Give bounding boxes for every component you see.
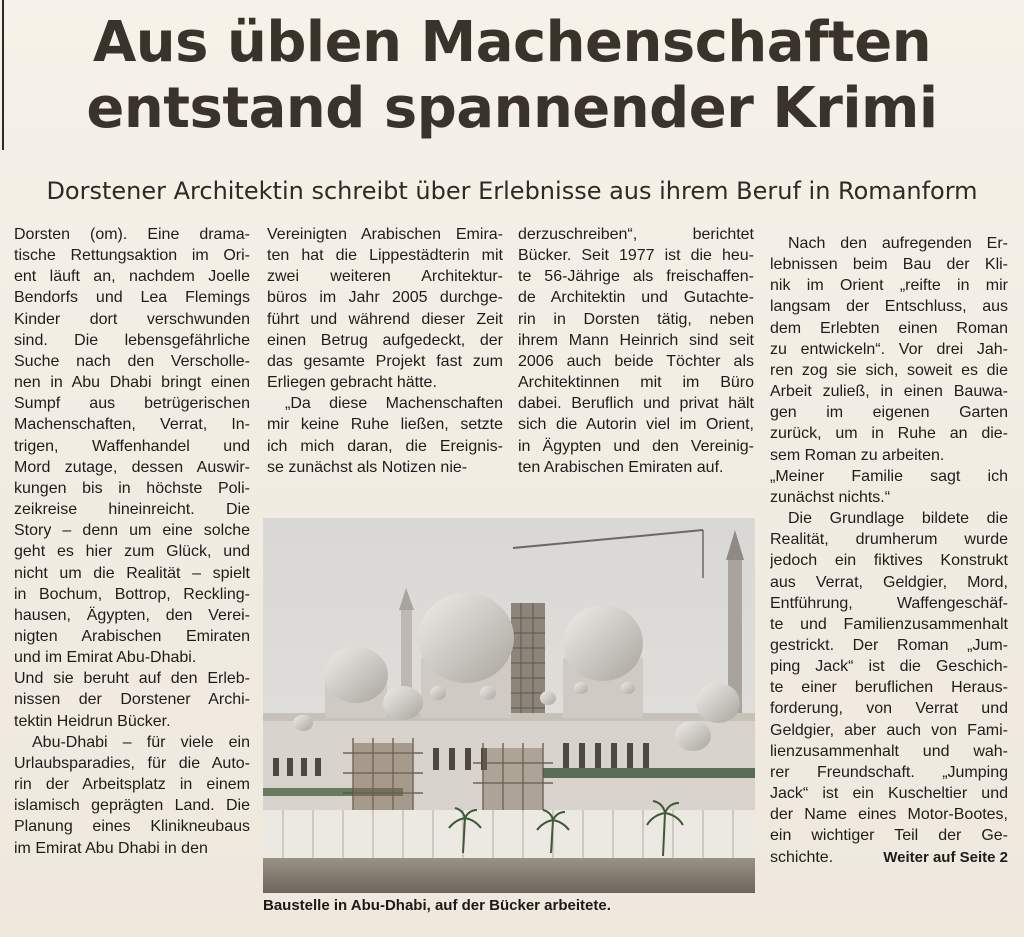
text-line: nissen der Dorstener Archi- — [14, 691, 250, 709]
text-line: kungen bis in höchste Poli- — [14, 479, 250, 497]
text-line: nicht um die Realität – spielt — [14, 564, 250, 582]
headline — [0, 10, 1024, 142]
text-line: tektin Heidrun Bücker. — [14, 712, 171, 730]
text-line: ent läuft an, nachdem Joelle — [14, 268, 250, 286]
text-line: Nach den aufregenden Er- — [788, 235, 1008, 252]
text-line: Arbeit zuließ, in einen Bauwa- — [770, 383, 1008, 401]
text-line: Urlaubsparadies, für die Auto- — [14, 754, 250, 772]
text-line: Geldgier, aber auch von Fami- — [770, 721, 1008, 739]
text-line: nik im Orient „reifte in mir — [770, 277, 1008, 295]
text-line: Vereinigten Arabischen Emira- — [267, 226, 503, 243]
text-line: zwei weiteren Architektur- — [267, 268, 503, 286]
text-line: einen Betrug aufgedeckt, der — [267, 331, 503, 349]
text-line: Kinder dort verschwunden — [14, 310, 250, 328]
text-line: te und Familienzusammenhalt — [770, 615, 1008, 633]
text-line: sich die Autorin viel im Orient, — [518, 416, 754, 434]
text-line: Jack“ ist ein Kuscheltier und — [770, 785, 1008, 803]
text-line: rer Freundschaft. „Jumping — [770, 763, 1008, 781]
text-line: Realität, drumherum wurde — [770, 531, 1008, 549]
text-line: hausen, Ägypten, den Verei- — [14, 606, 250, 624]
text-line: ping Jack“ ist die Geschich- — [770, 658, 1008, 676]
text-line: geht es hier zum Glück, und — [14, 543, 250, 561]
text-line: zurück, um in Ruhe an die- — [770, 425, 1008, 443]
text-line: büros im Jahr 2005 durchge- — [267, 289, 503, 307]
text-line: „Meiner Familie sagt ich — [770, 467, 1008, 485]
subheadline: Dorstener Architektin schreibt über Erlebnisse aus ihrem Beruf in Romanform — [46, 177, 978, 205]
text-line: forderung, von Verrat und — [770, 700, 1008, 718]
text-line: trigen, Waffenhandel und — [14, 437, 250, 455]
text-line: te 56-Jährige als freischaffen- — [518, 268, 754, 286]
text-line: und im Emirat Abu-Dhabi. — [14, 649, 197, 667]
text-line: nigten Arabischen Emiraten — [14, 627, 250, 645]
text-line: Machenschaften, Verrat, In- — [14, 416, 250, 434]
text-line: Bücker. Seit 1977 ist die heu- — [518, 247, 754, 265]
text-line: mir keine Ruhe ließen, setzte — [267, 416, 503, 434]
text-line: ten hat die Lippestädterin mit — [267, 247, 503, 265]
text-line: Architektinnen mit im Büro — [518, 374, 754, 392]
text-line: sind. Die lebensgefährliche — [14, 331, 250, 349]
article-column-3 — [518, 224, 754, 478]
article-column-1 — [14, 224, 250, 859]
text-line: Die Grundlage bildete die — [788, 510, 1008, 528]
text-line: dabei. Beruflich und privat hält — [518, 395, 754, 413]
text-line: gestrickt. Der Roman „Jum- — [770, 636, 1008, 654]
text-line: der Name eines Motor-Bootes, — [770, 806, 1008, 824]
text-line: gen im eigenen Garten — [770, 404, 1008, 422]
text-line: rin der Arbeitsplatz in einem — [14, 776, 250, 794]
text-line: ten Arabischen Emiraten auf. — [518, 458, 724, 476]
text-line: lienzusammenhalt und wah- — [770, 742, 1008, 760]
article-column-4 — [770, 233, 1008, 868]
text-line: Entführung, Waffengeschäf- — [770, 594, 1008, 612]
text-line: sem Roman zu arbeiten. — [770, 446, 945, 464]
text-line: das gesamte Projekt fast zum — [267, 352, 503, 370]
text-line: im Emirat Abu Dhabi in den — [14, 839, 208, 857]
text-line: ein wichtiger Teil der Ge- — [770, 827, 1008, 845]
text-line: Und sie beruht auf den Erleb- — [14, 670, 250, 688]
headline-line-2: entstand spannender Krimi — [86, 76, 938, 141]
text-line: Planung eines Klinikneubaus — [14, 818, 250, 836]
text-line: ren zog sie sich, soweit es die — [770, 361, 1008, 379]
text-line: in Bochum, Bottrop, Reckling- — [14, 585, 250, 603]
text-line: Bendorfs und Lea Flemings — [14, 289, 250, 307]
text-line: Sumpf aus betrügerischen — [14, 395, 250, 413]
text-line: „Da diese Machenschaften — [285, 395, 503, 413]
continuation-note: Weiter auf Seite 2 — [883, 848, 1008, 866]
text-line: schichte. Weiter auf Seite 2 — [770, 847, 1008, 868]
text-line: Dorsten (om). Eine drama- — [14, 226, 250, 243]
text-line: zeikreise hineinreicht. Die — [14, 501, 250, 519]
mosque-construction-photo — [263, 518, 755, 893]
text-line: Erliegen gebracht hätte. — [267, 374, 437, 392]
text-line: dem Erlebten einen Roman — [770, 319, 1008, 337]
text-line: führt und während dieser Zeit — [267, 310, 503, 328]
text-line: aus Verrat, Geldgier, Mord, — [770, 573, 1008, 591]
text-line: jedoch ein fiktives Konstrukt — [770, 552, 1008, 570]
text-line: Story – denn um eine solche — [14, 522, 250, 540]
headline-line-1: Aus üblen Machenschaften — [92, 10, 932, 75]
text-line: zu entwickeln“. Vor drei Jah- — [770, 340, 1008, 358]
text-line: zunächst nichts.“ — [770, 488, 891, 506]
text-line: ich mich daran, die Ereignis- — [267, 437, 503, 455]
photo-caption: Baustelle in Abu-Dhabi, auf der Bücker arbeitete. — [263, 897, 611, 914]
text-line: te einer beruflichen Heraus- — [770, 679, 1008, 697]
text-line: tische Rettungsaktion im Ori- — [14, 247, 250, 265]
text-line: de Architektin und Gutachte- — [518, 289, 754, 307]
text-line: lebnissen beim Bau der Kli- — [770, 256, 1008, 274]
text-line: in Ägypten und den Vereinig- — [518, 437, 754, 455]
text-line: islamisch geprägten Land. Die — [14, 797, 250, 815]
text-line: 2006 auch beide Töchter als — [518, 352, 754, 370]
text-line: derzuschreiben“, berichtet — [518, 226, 754, 243]
text-line: Abu-Dhabi – für viele ein — [32, 733, 250, 751]
text-line: ihrem Mann Heinrich sind seit — [518, 331, 754, 349]
text-line: se zunächst als Notizen nie- — [267, 458, 468, 476]
text-line: rin in Dorsten tätig, neben — [518, 310, 754, 328]
article-column-2 — [267, 224, 503, 478]
page-edge — [1012, 200, 1024, 937]
text-line: Suche nach den Verscholle- — [14, 352, 250, 370]
text-line: langsam der Entschluss, aus — [770, 298, 1008, 316]
text-line: nen in Abu Dhabi bringt einen — [14, 374, 250, 392]
text-line: Mord zutage, dessen Auswir- — [14, 458, 250, 476]
